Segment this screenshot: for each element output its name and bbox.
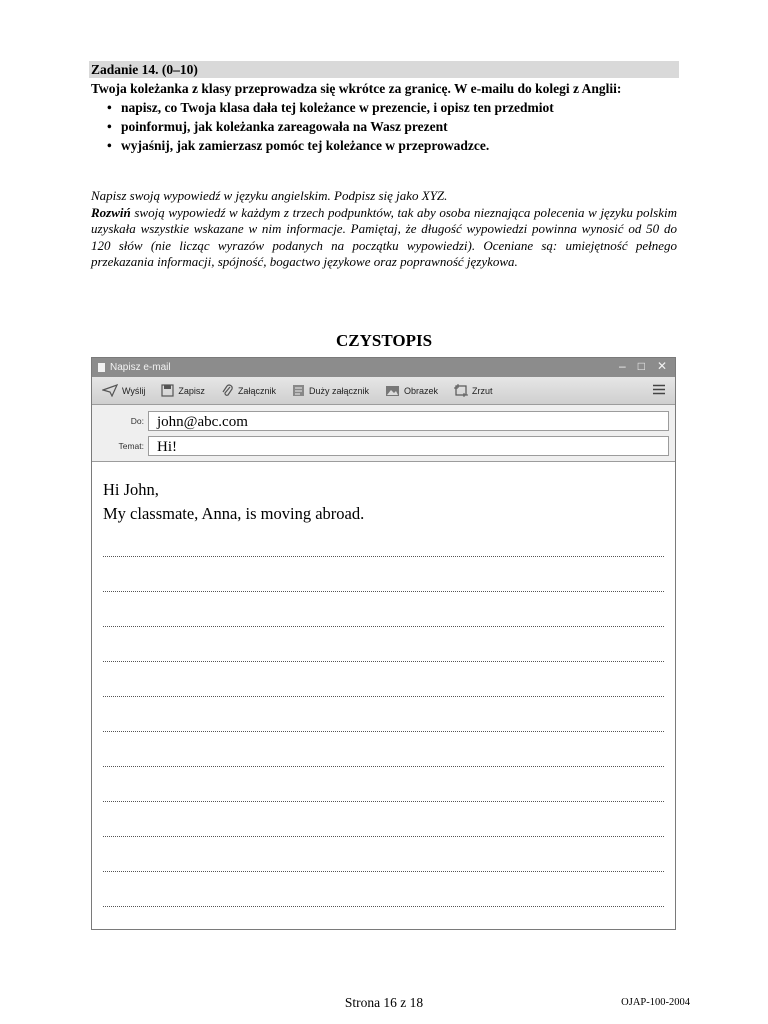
email-opening: My classmate, Anna, is moving abroad. <box>103 504 365 523</box>
email-body[interactable] <box>92 462 675 907</box>
writing-line[interactable] <box>103 872 664 907</box>
menu-icon[interactable] <box>653 384 665 395</box>
minimize-button[interactable]: – <box>619 359 626 373</box>
to-input[interactable]: john@abc.com <box>148 411 669 431</box>
maximize-button[interactable]: □ <box>637 359 645 373</box>
save-icon <box>161 384 174 397</box>
task-prompt-block <box>91 80 677 155</box>
instructions-bold-word: Rozwiń <box>91 204 131 220</box>
task-bullet: • napisz, co Twoja klasa dała tej koleżance w prezencie, i opisz ten przedmiot <box>91 98 677 117</box>
attachment-label: Załącznik <box>237 385 276 396</box>
window-title: Napisz e-mail <box>110 362 171 373</box>
writing-line[interactable] <box>103 697 664 732</box>
instructions <box>91 188 677 271</box>
close-button[interactable]: ✕ <box>656 359 667 373</box>
writing-line[interactable] <box>103 662 664 697</box>
task-bullet: • poinformuj, jak koleżanka zareagowała na Wasz prezent <box>91 117 677 136</box>
writing-line[interactable] <box>103 837 664 872</box>
screenshot-icon <box>454 384 468 397</box>
instructions-rest: swoją wypowiedź w każdym z trzech podpunktów, tak aby osoba nieznająca polecenia w języku polskim uzyskała wszystkie wskazane w nim informacje. Pamiętaj, że długość wypowiedzi powinna wynosić od 50 do 120 słów (nie licząc wyrazów podanych na początku wypowiedzi). Oceniane są: umiejętność pełnego przekazania informacji, spójność, bogactwo językowe oraz poprawność językowa. <box>91 204 677 269</box>
send-button[interactable] <box>102 384 145 397</box>
large-attachment-button[interactable] <box>292 384 369 397</box>
save-button[interactable] <box>161 384 205 397</box>
subject-label: Temat: <box>118 440 144 451</box>
image-label: Obrazek <box>403 385 438 396</box>
image-icon <box>385 385 400 397</box>
subject-input[interactable]: Hi! <box>148 436 669 456</box>
writing-line[interactable] <box>103 592 664 627</box>
screenshot-label: Zrzut <box>472 385 493 396</box>
task-bullet-list <box>91 98 677 155</box>
instructions-paragraph <box>91 205 677 271</box>
paperclip-icon <box>221 384 234 398</box>
writing-line[interactable] <box>103 557 664 592</box>
email-toolbar <box>92 377 675 405</box>
subject-row <box>92 433 669 458</box>
document-icon <box>98 363 105 372</box>
save-label: Zapisz <box>178 385 205 396</box>
email-window <box>91 357 676 930</box>
writing-line[interactable] <box>103 802 664 837</box>
large-attachment-label: Duży załącznik <box>308 385 369 396</box>
writing-line[interactable] <box>103 627 664 662</box>
section-title: CZYSTOPIS <box>335 331 433 350</box>
attachment-button[interactable] <box>221 384 276 398</box>
image-button[interactable] <box>385 385 438 397</box>
instructions-line1: Napisz swoją wypowiedź w języku angielskim. Podpisz się jako XYZ. <box>91 188 448 203</box>
email-greeting: Hi John, <box>103 480 159 499</box>
to-label: Do: <box>130 415 144 426</box>
send-icon <box>102 384 118 397</box>
task-prompt: Twoja koleżanka z klasy przeprowadza się wkrótce za granicę. W e-mailu do kolegi z Anglii: <box>91 81 622 96</box>
to-row <box>92 408 669 433</box>
email-fields <box>92 405 675 462</box>
writing-line[interactable] <box>103 732 664 767</box>
window-controls <box>619 359 667 373</box>
window-titlebar <box>92 358 675 377</box>
writing-line[interactable] <box>103 526 664 557</box>
task-bullet: • wyjaśnij, jak zamierzasz pomóc tej koleżance w przeprowadzce. <box>91 136 677 155</box>
send-label: Wyślij <box>122 385 146 396</box>
page-number: Strona 16 z 18 <box>344 995 424 1010</box>
large-file-icon <box>292 384 305 397</box>
task-header: Zadanie 14. (0–10) <box>89 61 679 78</box>
exam-code: OJAP-100-2004 <box>621 997 690 1008</box>
writing-line[interactable] <box>103 767 664 802</box>
screenshot-button[interactable] <box>454 384 493 397</box>
